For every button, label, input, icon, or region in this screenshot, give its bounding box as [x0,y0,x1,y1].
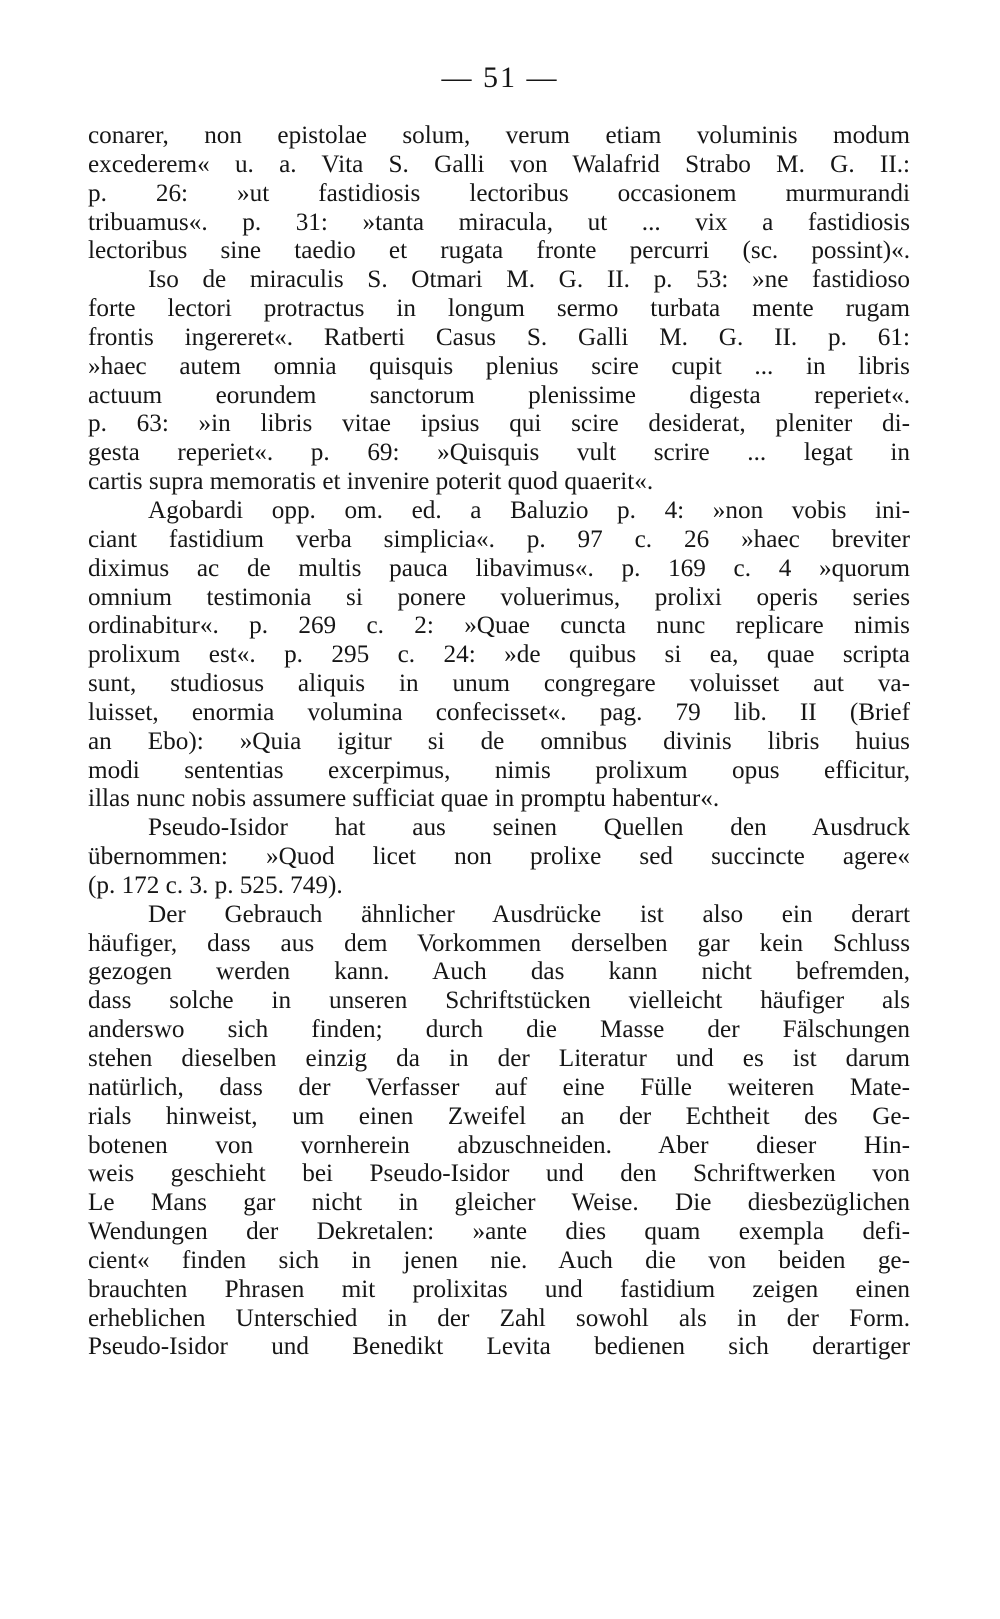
text-line: rials hinweist, um einen Zweifel an der Echtheit des Ge- [88,1102,910,1130]
text-line: frontis ingereret«. Ratberti Casus S. Galli M. G. II. p. 61: [88,323,910,351]
text-line: botenen von vornherein abzuschneiden. Aber dieser Hin- [88,1131,910,1159]
text-line: omnium testimonia si ponere voluerimus, prolixi operis series [88,583,910,611]
text-line: »haec autem omnia quisquis plenius scire cupit ... in libris [88,352,910,380]
text-line: natürlich, dass der Verfasser auf eine Fülle weiteren Mate- [88,1073,910,1101]
text-line: brauchten Phrasen mit prolixitas und fastidium zeigen einen [88,1275,910,1303]
text-line: Le Mans gar nicht in gleicher Weise. Die diesbezüglichen [88,1189,910,1217]
text-line: prolixum est«. p. 295 c. 24: »de quibus si ea, quae scripta [88,641,910,669]
text-line: Pseudo-Isidor und Benedikt Levita bedienen sich derartiger [88,1333,910,1361]
text-line: p. 63: »in libris vitae ipsius qui scire desiderat, pleniter di- [88,410,910,438]
page-number: — 51 — [441,61,559,94]
text-line: an Ebo): »Quia igitur si de omnibus divinis libris huius [88,727,910,755]
text-line: lectoribus sine taedio et rugata fronte percurri (sc. possint)«. [88,237,910,265]
text-line: luisset, enormia volumina confecisset«. pag. 79 lib. II (Brief [88,698,910,726]
text-line: (p. 172 c. 3. p. 525. 749). [88,871,343,899]
text-line: Agobardi opp. om. ed. a Baluzio p. 4: »non vobis ini- [148,496,910,524]
text-line: weis geschieht bei Pseudo-Isidor und den Schriftwerken von [88,1160,910,1188]
text-line: cartis supra memoratis et invenire poterit quod quaerit«. [88,468,654,496]
text-line: actuum eorundem sanctorum plenissime digesta reperiet«. [88,381,910,409]
text-line: excederem« u. a. Vita S. Galli von Walafrid Strabo M. G. II.: [88,150,910,178]
text-line: erheblichen Unterschied in der Zahl sowohl als in der Form. [88,1304,910,1332]
text-line: ordinabitur«. p. 269 c. 2: »Quae cuncta nunc replicare nimis [88,612,910,640]
text-line: Der Gebrauch ähnlicher Ausdrücke ist also ein derart [148,900,910,928]
text-line: sunt, studiosus aliquis in unum congregare voluisset aut va- [88,670,910,698]
text-line: forte lectori protractus in longum sermo turbata mente rugam [88,295,910,323]
text-line: anderswo sich finden; durch die Masse der Fälschungen [88,1016,910,1044]
text-line: tribuamus«. p. 31: »tanta miracula, ut ... vix a fastidiosis [88,208,910,236]
text-line: dass solche in unseren Schriftstücken vielleicht häufiger als [88,987,910,1015]
text-line: cient« finden sich in jenen nie. Auch die von beiden ge- [88,1246,910,1274]
text-line: übernommen: »Quod licet non prolixe sed succincte agere« [88,843,910,871]
text-line: gesta reperiet«. p. 69: »Quisquis vult scrire ... legat in [88,439,910,467]
text-line: diximus ac de multis pauca libavimus«. p. 169 c. 4 »quorum [88,554,910,582]
text-line: Pseudo-Isidor hat aus seinen Quellen den Ausdruck [148,814,910,842]
text-line: ciant fastidium verba simplicia«. p. 97 c. 26 »haec breviter [88,525,910,553]
text-line: gezogen werden kann. Auch das kann nicht befremden, [88,958,910,986]
text-line: illas nunc nobis assumere sufficiat quae in promptu habentur«. [88,785,720,813]
text-line: häufiger, dass aus dem Vorkommen derselben gar kein Schluss [88,929,910,957]
text-line: modi sententias excerpimus, nimis prolixum opus efficitur, [88,756,910,784]
text-line: p. 26: »ut fastidiosis lectoribus occasionem murmurandi [88,179,910,207]
text-line: Iso de miraculis S. Otmari M. G. II. p. 53: »ne fastidioso [148,266,910,294]
text-line: conarer, non epistolae solum, verum etiam voluminis modum [88,122,910,149]
text-line: stehen dieselben einzig da in der Literatur und es ist darum [88,1045,910,1072]
text-line: Wendungen der Dekretalen: »ante dies quam exempla defi- [88,1218,910,1246]
body-text [88,122,910,1362]
